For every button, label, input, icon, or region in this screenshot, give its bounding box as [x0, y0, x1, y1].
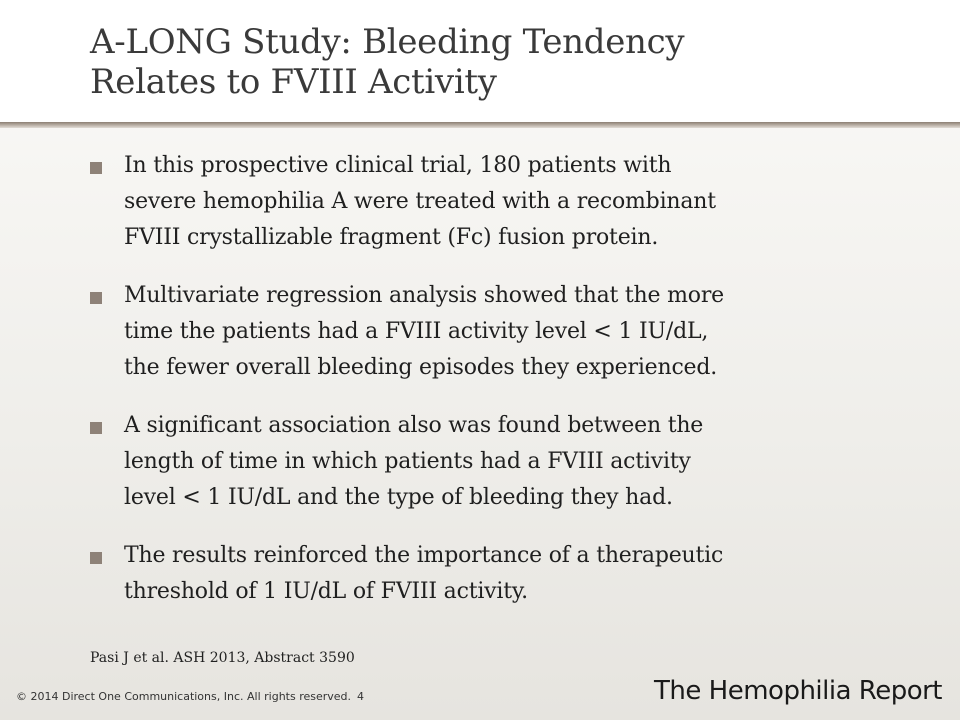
bullet-line: time the patients had a FVIII activity level < 1 IU/dL,: [124, 319, 709, 344]
bullet-item: [90, 148, 920, 256]
slide-title: [90, 22, 910, 102]
page-number: 4: [357, 690, 364, 703]
bullet-item: [90, 538, 920, 610]
bullet-line: level < 1 IU/dL and the type of bleeding they had.: [124, 485, 673, 510]
title-line: Relates to FVIII Activity: [90, 62, 497, 102]
bullet-text: [124, 278, 920, 386]
bullet-line: severe hemophilia A were treated with a recombinant: [124, 189, 716, 214]
bullet-line: FVIII crystallizable fragment (Fc) fusion protein.: [124, 225, 659, 250]
bullet-line: threshold of 1 IU/dL of FVIII activity.: [124, 579, 528, 604]
title-area: [0, 0, 960, 122]
bullet-text: [124, 408, 920, 516]
copyright-notice: © 2014 Direct One Communications, Inc. All rights reserved.: [16, 690, 352, 703]
citation: Pasi J et al. ASH 2013, Abstract 3590: [90, 650, 355, 666]
bullet-list: [90, 148, 920, 632]
bullet-line: length of time in which patients had a FVIII activity: [124, 449, 691, 474]
brand-logo: The Hemophilia Report: [654, 676, 942, 706]
bullet-item: [90, 408, 920, 516]
bullet-line: In this prospective clinical trial, 180 patients with: [124, 153, 672, 178]
bullet-line: A significant association also was found between the: [124, 413, 704, 438]
square-bullet-icon: [90, 292, 102, 304]
bullet-line: The results reinforced the importance of a therapeutic: [124, 543, 724, 568]
bullet-line: the fewer overall bleeding episodes they experienced.: [124, 355, 718, 380]
title-divider: [0, 122, 960, 128]
square-bullet-icon: [90, 162, 102, 174]
square-bullet-icon: [90, 552, 102, 564]
square-bullet-icon: [90, 422, 102, 434]
bullet-line: Multivariate regression analysis showed that the more: [124, 283, 724, 308]
bullet-text: [124, 538, 920, 610]
bullet-text: [124, 148, 920, 256]
title-line: A-LONG Study: Bleeding Tendency: [90, 22, 685, 62]
bullet-item: [90, 278, 920, 386]
